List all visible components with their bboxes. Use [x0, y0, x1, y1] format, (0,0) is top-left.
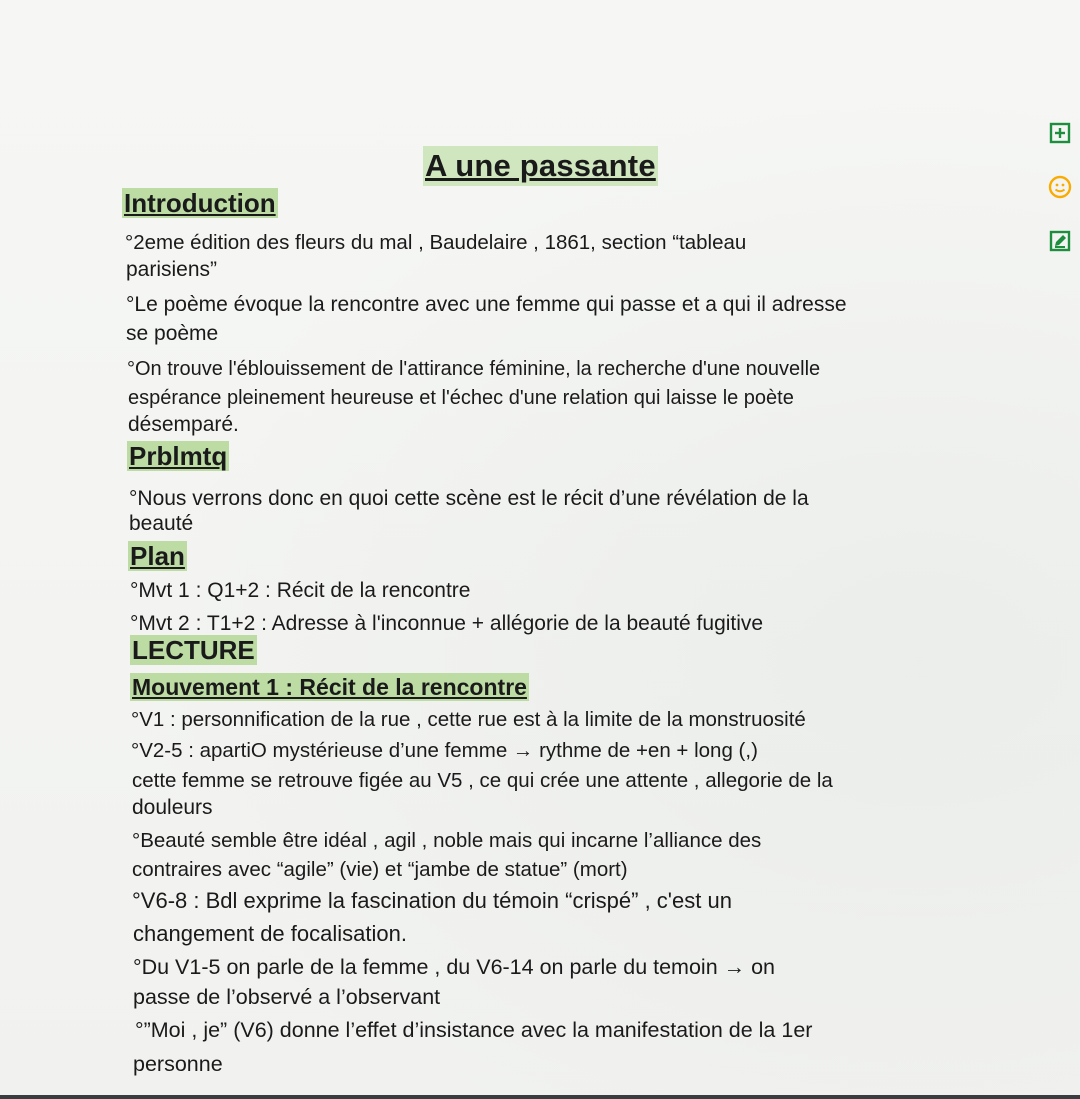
plan-line-2: °Mvt 2 : T1+2 : Adresse à l'inconnue + allégorie de la beauté fugitive — [130, 612, 764, 635]
lecture-line-8: changement de focalisation. — [133, 921, 407, 946]
intro-line-3: °Le poème évoque la rencontre avec une femme qui passe et a qui il adresse — [126, 293, 847, 316]
problematique-line-2: beauté — [129, 512, 194, 535]
bottom-border — [0, 1095, 1080, 1099]
side-toolbar — [1040, 118, 1080, 256]
lecture-line-5: °Beauté semble être idéal , agil , noble mais qui incarne l’alliance des — [132, 829, 762, 852]
lecture-line-3: cette femme se retrouve figée au V5 , ce qui crée une attente , allegorie de la — [132, 769, 833, 792]
heading-introduction: Introduction — [124, 188, 276, 218]
intro-line-2: parisiens” — [126, 258, 218, 281]
lecture-line-4: douleurs — [132, 796, 213, 819]
document-title: A une passante — [423, 146, 658, 186]
lecture-line-2: °V2-5 : apartiO mystérieuse d’une femme → rythme de +en + long (,) — [131, 739, 758, 762]
lecture-line-12: personne — [133, 1052, 223, 1076]
lecture-line-6: contraires avec “agile” (vie) et “jambe de statue” (mort) — [132, 858, 628, 881]
add-comment-button[interactable] — [1045, 118, 1075, 148]
lecture-line-11: °”Moi , je” (V6) donne l’effet d’insistance avec la manifestation de la 1er — [135, 1018, 813, 1042]
lecture-line-10: passe de l’observé a l’observant — [133, 985, 441, 1009]
problematique-line-1: °Nous verrons donc en quoi cette scène est le récit d’une révélation de la — [129, 487, 809, 510]
intro-line-7: désemparé. — [128, 413, 239, 436]
plan-line-1: °Mvt 1 : Q1+2 : Récit de la rencontre — [130, 579, 471, 602]
intro-line-6: espérance pleinement heureuse et l'échec d'une relation qui laisse le poète — [128, 387, 794, 409]
heading-problematique: Prblmtq — [129, 441, 228, 471]
suggest-edit-button[interactable] — [1045, 226, 1075, 256]
intro-line-4: se poème — [126, 322, 219, 345]
intro-line-1: °2eme édition des fleurs du mal , Baudelaire , 1861, section “tableau — [125, 231, 747, 254]
lecture-line-1: °V1 : personnification de la rue , cette rue est à la limite de la monstruosité — [131, 708, 806, 731]
intro-line-5: °On trouve l'éblouissement de l'attirance féminine, la recherche d'une nouvelle — [127, 358, 821, 380]
add-emoji-button[interactable] — [1045, 172, 1075, 202]
suggest-edit-icon — [1049, 230, 1071, 252]
add-comment-icon — [1049, 122, 1071, 144]
heading-lecture: LECTURE — [132, 635, 255, 665]
heading-plan: Plan — [130, 541, 185, 571]
subheading-mouvement-1: Mouvement 1 : Récit de la rencontre — [132, 674, 527, 700]
lecture-line-7: °V6-8 : Bdl exprime la fascination du témoin “crispé” , c'est un — [132, 888, 732, 913]
emoji-icon — [1048, 175, 1072, 199]
lecture-line-9: °Du V1-5 on parle de la femme , du V6-14 on parle du temoin → on — [133, 955, 776, 979]
